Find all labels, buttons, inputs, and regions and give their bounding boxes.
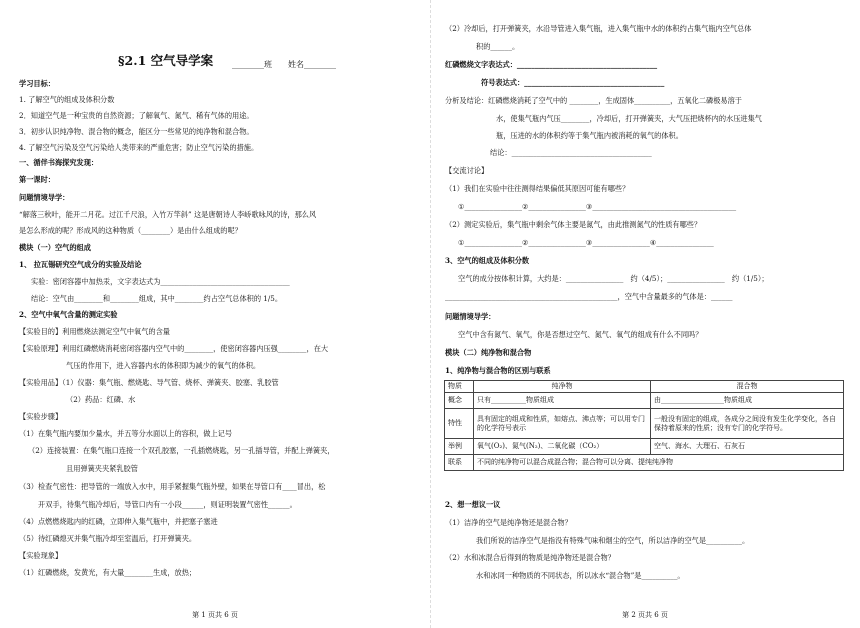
table-header-cell: 纯净物 bbox=[474, 381, 651, 393]
oxygen-measure-heading: 2、空气中氧气含量的测定实验 bbox=[19, 310, 118, 319]
table-cell: 只有__________物质组成 bbox=[474, 393, 651, 409]
goal-1: 1. 了解空气的组成及体积分数 bbox=[19, 95, 115, 104]
discuss-a2: 水和冰同一种物质的不同状态，所以冰水“混合物”是__________。 bbox=[476, 571, 685, 580]
table-cell: 不同的纯净物可以混合成混合物；混合物可以分离、提纯纯净物 bbox=[474, 455, 844, 471]
step-4: （4）点燃燃烧匙内的红磷，立即伸入集气瓶中，并把塞子塞进 bbox=[19, 517, 218, 526]
right-page bbox=[430, 0, 860, 628]
section-heading-1: 一、循伴书海探究发现： bbox=[19, 158, 99, 167]
table-row bbox=[445, 439, 844, 455]
module-2-heading: 模块（二）纯净物和混合物 bbox=[445, 348, 532, 357]
discuss-q2: （2）水和冰混合后得到的物质是纯净物还是混合物？ bbox=[445, 553, 615, 562]
experiment-principle-cont: 气压的作用下，进入容器内水的体积即为减少的氧气的体积。 bbox=[66, 361, 261, 370]
table-cell: 氧气(O₂)、氮气(N₂)、二氧化碳（CO₂） bbox=[474, 439, 651, 455]
experiment-purpose: 【实验目的】利用燃烧法测定空气中氧气的含量 bbox=[19, 327, 170, 336]
table-header-cell: 物质 bbox=[445, 381, 474, 393]
goal-4: 4. 了解空气污染及空气污染给人类带来的严重危害；防止空气污染的措施。 bbox=[19, 143, 259, 152]
scenario-question-2: 空气中含有氮气、氧气，你是否想过空气、氮气、氧气的组成有什么不同吗？ bbox=[458, 330, 703, 339]
step-2: （2）连接装置：在集气瓶口连接一个双孔胶塞，一孔插燃烧匙，另一孔插导管，并配上弹簧夹， bbox=[28, 446, 335, 455]
analysis-line: 分析及结论：红磷燃烧消耗了空气中的 ________，生成固体__________，五氧化二磷极易溶于 bbox=[445, 96, 742, 105]
table-header-cell: 混合物 bbox=[651, 381, 844, 393]
phenomenon-1: （1）红磷燃烧，发黄光，有大量________生成，放热； bbox=[19, 568, 197, 577]
symbol-equation-line: 符号表达式：_______________________________________ bbox=[481, 78, 665, 87]
table-row bbox=[445, 455, 844, 471]
experiment-line: 实验：密闭容器中加热汞，文字表达式为____________________________________ bbox=[31, 277, 290, 286]
table-row bbox=[445, 409, 844, 439]
table-cell: 举例 bbox=[445, 439, 474, 455]
discuss-q1: （1）洁净的空气是纯净物还是混合物？ bbox=[445, 518, 572, 527]
pure-mixture-table bbox=[444, 380, 844, 471]
conclusion-blank: 结论：_______________________________________ bbox=[490, 148, 652, 157]
page-title: §2.1 空气导学案 bbox=[118, 53, 214, 68]
learning-goals-heading: 学习目标： bbox=[19, 79, 55, 88]
step-3: （3）检查气密性：把导管的一端放入水中，用手紧握集气瓶外壁，如果在导管口有____冒出，松 bbox=[19, 482, 326, 491]
discuss-a1: 我们所说的洁净空气是指没有特殊气味和烟尘的空气，所以洁净的空气是__________。 bbox=[476, 536, 750, 545]
table-cell: 一般没有固定的组成，各成分之间没有发生化学变化，各自保持着原来的性质；没有专门的化学符号。 bbox=[651, 409, 844, 439]
table-cell: 由__________________物质组成 bbox=[651, 393, 844, 409]
discussion-q1-blanks: ①________________②________________③________________________________________ bbox=[458, 202, 737, 211]
module-1-heading: 模块（一）空气的组成 bbox=[19, 243, 91, 252]
analysis-line-3: 瓶，压进的水的体积约等于集气瓶内被消耗的氧气的体积。 bbox=[496, 131, 683, 140]
step-2-cont: 且用弹簧夹夹紧乳胶管 bbox=[66, 464, 138, 473]
table-cell: 特性 bbox=[445, 409, 474, 439]
poem-paragraph: “解落三秋叶，能开二月花。过江千尺浪，入竹万竿斜” 这是唐朝诗人李峤歌咏风的诗，那么风 bbox=[19, 210, 317, 219]
table-cell: 空气、海水、大理石、石灰石 bbox=[651, 439, 844, 455]
composition-line-2: ________________________________________________，空气中含量最多的气体是：______ bbox=[445, 292, 733, 301]
table-cell: 具有固定的组成和性质，如熔点、沸点等；可以用专门的化学符号表示 bbox=[474, 409, 651, 439]
experiment-principle: 【实验原理】利用红磷燃烧消耗密闭容器内空气中的________，使密闭容器内压强________，在大 bbox=[19, 344, 329, 353]
step-1: （1）在集气瓶内要加少量水，并五等分水面以上的容积，做上记号 bbox=[19, 429, 233, 438]
phenomenon-heading: 【实验现象】 bbox=[19, 551, 63, 560]
phenomenon-2: （2）冷却后，打开弹簧夹，水沿导管进入集气瓶，进入集气瓶中水的体积约占集气瓶内空气总体 bbox=[445, 24, 752, 33]
composition-heading: 3、空气的组成及体积分数 bbox=[445, 256, 530, 265]
table-row bbox=[445, 393, 844, 409]
lavoisier-heading: 1、 拉瓦锡研究空气成分的实验及结论 bbox=[19, 260, 142, 269]
table-cell: 联系 bbox=[445, 455, 474, 471]
goal-2: 2．知道空气是一种宝贵的自然资源；了解氧气、氮气、稀有气体的用途。 bbox=[19, 111, 254, 120]
experiment-reagents: （2）药品：红磷、水 bbox=[66, 395, 136, 404]
goal-3: 3．初步认识纯净物、混合物的概念，能区分一些常见的纯净物和混合物。 bbox=[19, 127, 254, 136]
class-name-blanks: ________班 姓名________ bbox=[232, 60, 336, 69]
experiment-steps-heading: 【实验步骤】 bbox=[19, 412, 63, 421]
discuss-heading: 2、想一想议一议 bbox=[445, 500, 501, 509]
word-equation-line: 红磷燃烧文字表达式：_______________________________________ bbox=[445, 60, 658, 69]
scenario-heading-2: 问题情境导学： bbox=[445, 312, 496, 321]
page-number-right: 第 2 页共 6 页 bbox=[622, 611, 668, 619]
poem-question: 是怎么形成的呢？形成风的这种物质（________）是由什么组成的呢？ bbox=[19, 226, 242, 235]
step-5: （5）待红磷熄灭并集气瓶冷却至室温后，打开弹簧夹。 bbox=[19, 534, 197, 543]
phenomenon-2-cont: 积的______。 bbox=[476, 42, 520, 51]
conclusion-line: 结论：空气由________和________组成，其中________约占空气总体积的 1/5。 bbox=[31, 294, 283, 303]
discussion-heading: 【交流讨论】 bbox=[445, 166, 489, 175]
table-cell: 概念 bbox=[445, 393, 474, 409]
lesson-heading: 第一课时： bbox=[19, 175, 55, 184]
composition-line: 空气的成分按体积计算，大约是：________________ 约（4/5）；________________ 约（1/5）； bbox=[458, 274, 769, 283]
table-heading: 1、纯净物与混合物的区别与联系 bbox=[445, 366, 551, 375]
discussion-q1: （1）我们在实验中往往测得结果偏低其原因可能有哪些？ bbox=[445, 184, 630, 193]
page-number-left: 第 1 页共 6 页 bbox=[192, 611, 238, 619]
table-header-row bbox=[445, 381, 844, 393]
experiment-supplies: 【实验用品】（1）仪器：集气瓶、燃烧匙、导气管、烧杯、弹簧夹、胶塞、乳胶管 bbox=[19, 378, 279, 387]
step-3-cont: 开双手，待集气瓶冷却后，导管口内有一小段______，则证明装置气密性______。 bbox=[38, 500, 297, 509]
scenario-heading: 问题情境导学： bbox=[19, 193, 70, 202]
analysis-line-2: 水，使集气瓶内气压________，冷却后，打开弹簧夹，大气压把烧杯内的水压进集气 bbox=[496, 114, 762, 123]
discussion-q2-blanks: ①________________②________________③________________④________________ bbox=[458, 238, 714, 247]
discussion-q2: （2）测定实验后，集气瓶中剩余气体主要是氮气，由此推测氮气的性质有哪些？ bbox=[445, 220, 702, 229]
